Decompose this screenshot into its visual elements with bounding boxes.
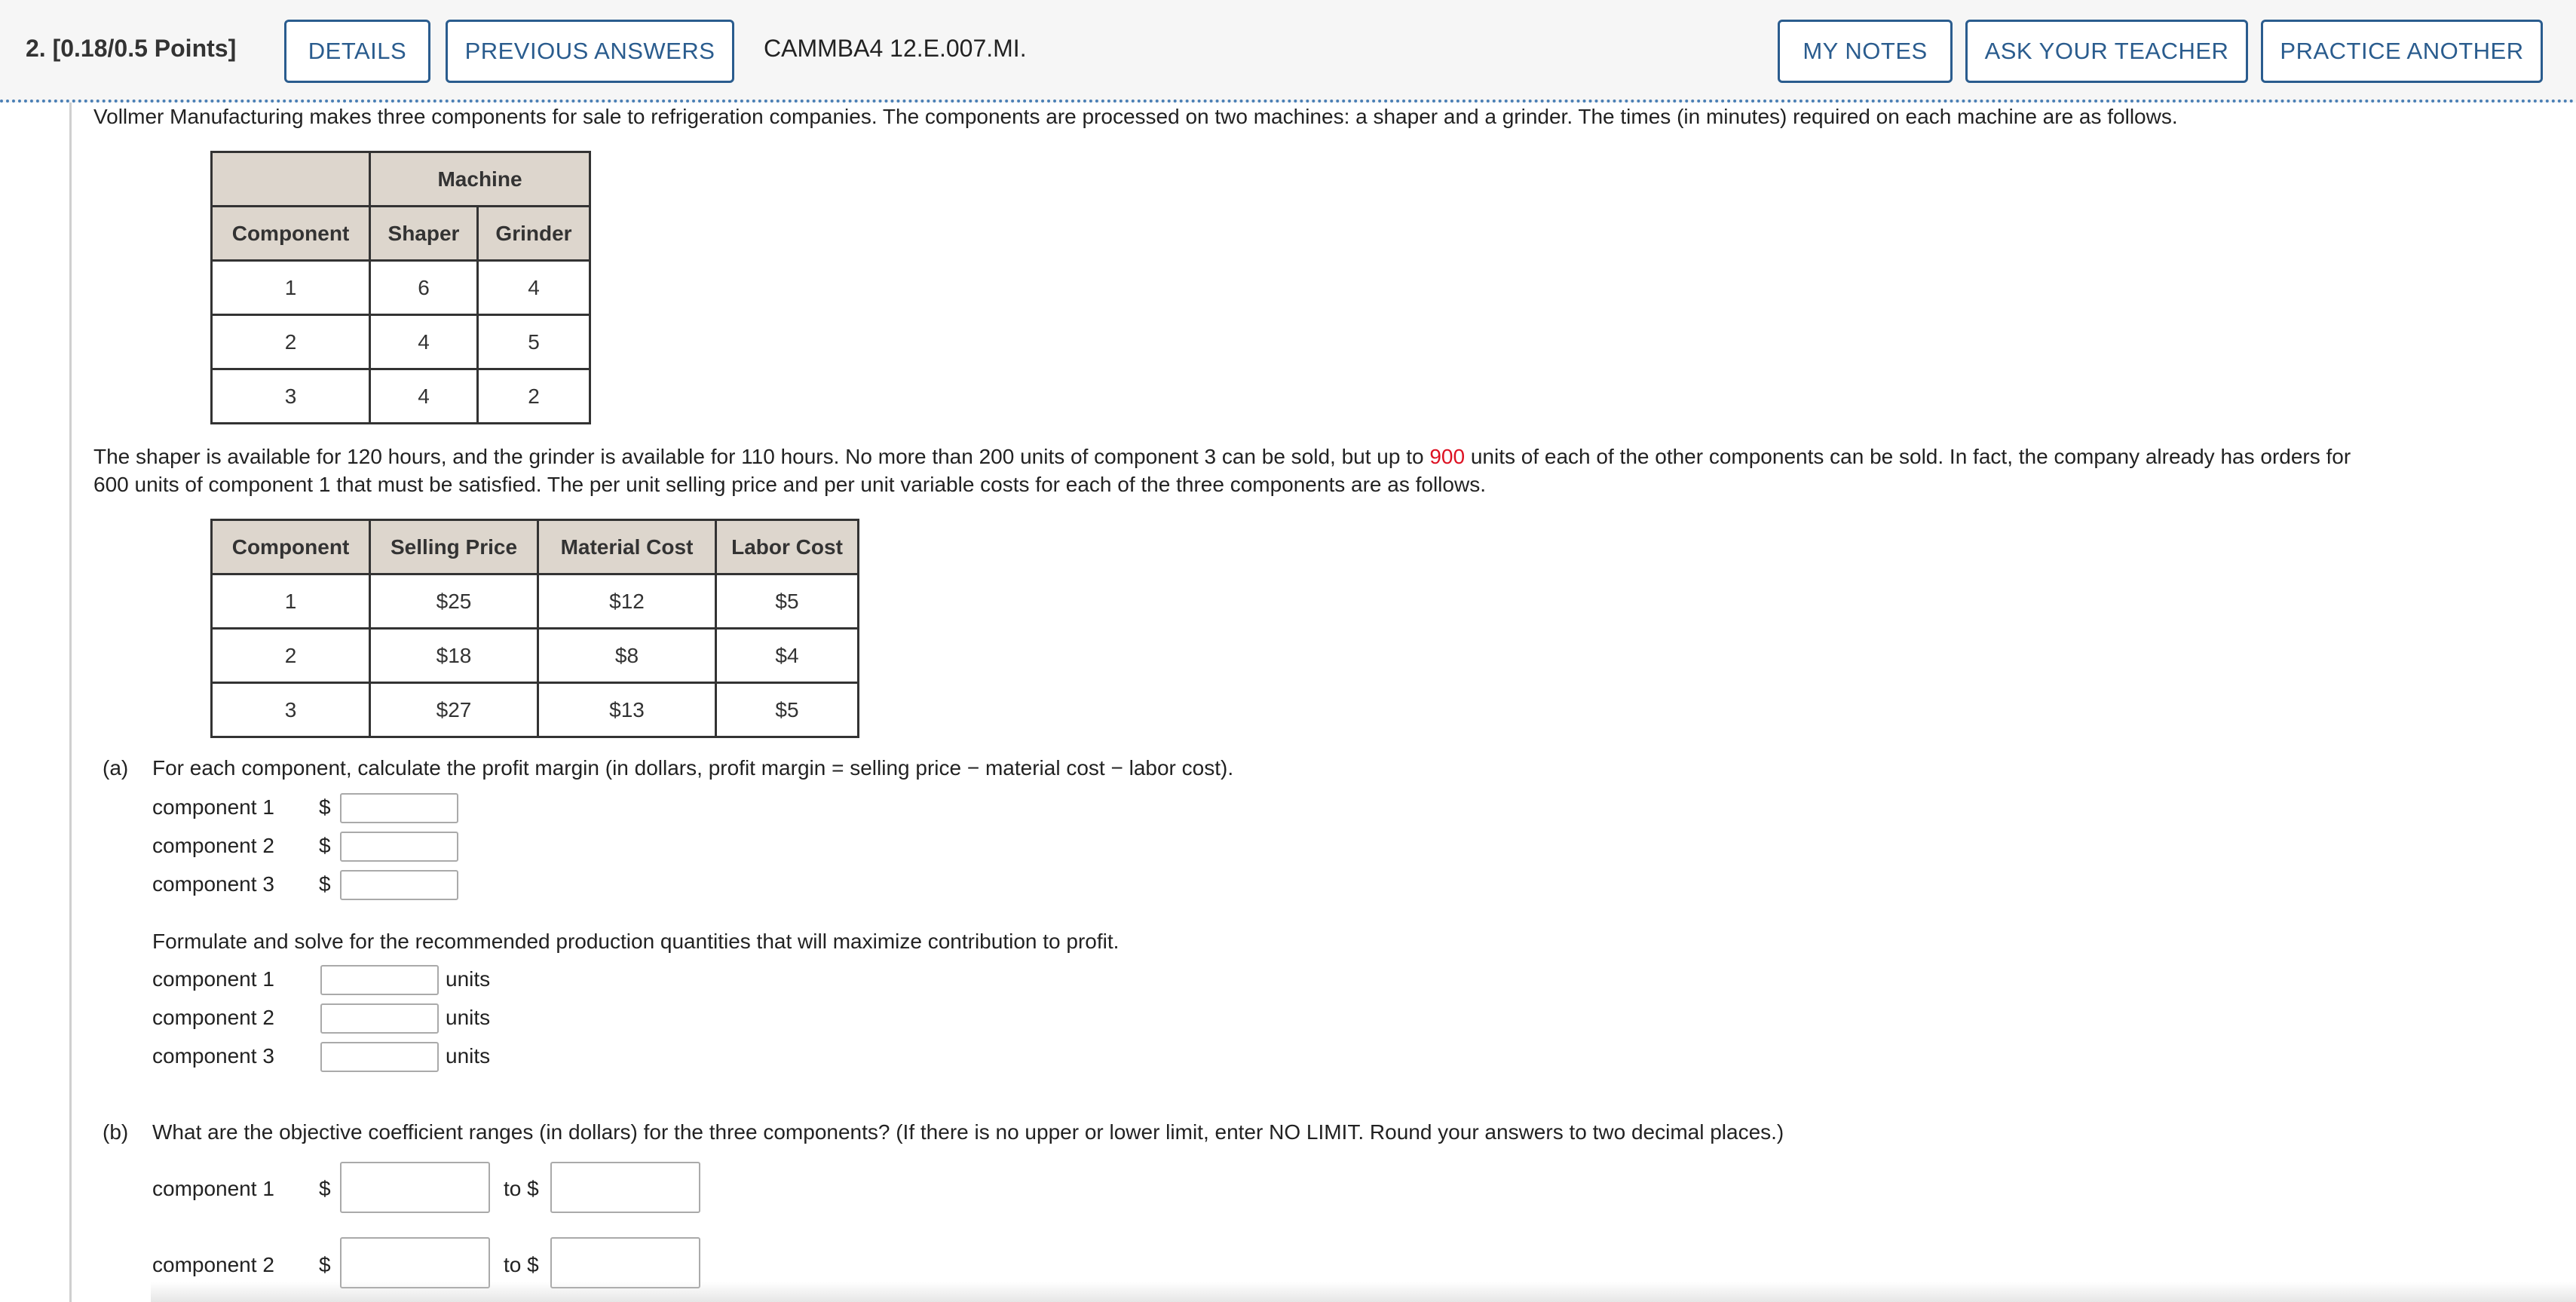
range-to-label: to $ (504, 1177, 539, 1200)
table-cell: $5 (716, 683, 859, 737)
component-2-margin-input[interactable] (340, 832, 458, 862)
range-label: component 1 (152, 1177, 274, 1200)
table-cell: 2 (212, 315, 370, 369)
column-header: Selling Price (370, 520, 538, 574)
margin-label: component 1 (152, 795, 274, 819)
units-suffix: units (446, 1006, 491, 1029)
component-2-range-upper-input[interactable] (550, 1237, 700, 1288)
column-header: Labor Cost (716, 520, 859, 574)
table-cell: $8 (538, 629, 716, 683)
table-row (212, 683, 859, 737)
bottom-shadow (151, 1282, 2576, 1302)
table-cell: 3 (212, 369, 370, 424)
dollar-prefix: $ (319, 834, 331, 857)
question-code: CAMMBA4 12.E.007.MI. (764, 35, 1027, 62)
table-cell: $4 (716, 629, 859, 683)
range-to-label: to $ (504, 1253, 539, 1276)
table-cell: 5 (478, 315, 590, 369)
units-suffix: units (446, 1044, 491, 1068)
table-cell: 1 (212, 261, 370, 315)
column-header: Material Cost (538, 520, 716, 574)
table-cell: 2 (478, 369, 590, 424)
column-header: Component (212, 207, 370, 261)
table-row (212, 574, 859, 629)
component-1-quantity-input[interactable] (320, 965, 439, 995)
part-b-letter: (b) (103, 1120, 129, 1144)
margin-label: component 3 (152, 872, 274, 896)
table-row (212, 629, 859, 683)
table-cell: $5 (716, 574, 859, 629)
table-cell: $13 (538, 683, 716, 737)
quantity-label: component 3 (152, 1044, 274, 1068)
practice-another-button[interactable]: PRACTICE ANOTHER (2261, 20, 2543, 83)
table-cell: 6 (370, 261, 478, 315)
component-3-quantity-input[interactable] (320, 1042, 439, 1072)
table-row (212, 369, 590, 424)
machine-group-header: Machine (370, 152, 590, 207)
table-cell: 2 (212, 629, 370, 683)
range-label: component 2 (152, 1253, 274, 1276)
content-left-border (69, 103, 72, 1302)
highlighted-value: 900 (1429, 445, 1466, 468)
table-cell: $27 (370, 683, 538, 737)
table-row (212, 261, 590, 315)
component-1-margin-input[interactable] (340, 793, 458, 823)
table-cell: 4 (478, 261, 590, 315)
intro-paragraph: Vollmer Manufacturing makes three components for sale to refrigeration companies. The components are processed on two machines: a shaper and a grinder. The times (in minutes) required on each machine are as follows. (93, 105, 2178, 128)
availability-paragraph (93, 443, 2536, 498)
column-header: Shaper (370, 207, 478, 261)
availability-text-end: units of each of the other components can be sold. In fact, the company already has orders for (1465, 445, 2351, 468)
table-corner-cell (212, 152, 370, 207)
part-b-question: What are the objective coefficient ranges (in dollars) for the three components? (If there is no upper or lower limit, enter NO LIMIT. Round your answers to two decimal places.) (152, 1120, 1784, 1144)
column-header: Grinder (478, 207, 590, 261)
formulate-instructions: Formulate and solve for the recommended production quantities that will maximize contribution to profit. (152, 930, 1120, 953)
part-a-question: For each component, calculate the profit margin (in dollars, profit margin = selling price − material cost − labor cost). (152, 756, 1234, 780)
dollar-prefix: $ (319, 1177, 331, 1200)
availability-text-start: The shaper is available for 120 hours, and the grinder is available for 110 hours. No more than 200 units of component 3 can be sold, but up to (93, 445, 1430, 468)
table-row (212, 315, 590, 369)
dollar-prefix: $ (319, 795, 331, 819)
previous-answers-button[interactable]: PREVIOUS ANSWERS (446, 20, 734, 83)
table-cell: $18 (370, 629, 538, 683)
quantity-label: component 1 (152, 967, 274, 991)
availability-text-line2: 600 units of component 1 that must be satisfied. The per unit selling price and per unit variable costs for each of the three components are as follows. (93, 473, 1486, 496)
ask-your-teacher-button[interactable]: ASK YOUR TEACHER (1965, 20, 2248, 83)
table-cell: 3 (212, 683, 370, 737)
component-1-range-lower-input[interactable] (340, 1162, 490, 1213)
component-3-margin-input[interactable] (340, 870, 458, 900)
details-button[interactable]: DETAILS (284, 20, 430, 83)
quantity-label: component 2 (152, 1006, 274, 1029)
dollar-prefix: $ (319, 1253, 331, 1276)
machine-times-table (210, 151, 591, 424)
table-cell: 4 (370, 315, 478, 369)
component-2-quantity-input[interactable] (320, 1003, 439, 1034)
table-cell: 4 (370, 369, 478, 424)
dollar-prefix: $ (319, 872, 331, 896)
column-header: Component (212, 520, 370, 574)
table-cell: $25 (370, 574, 538, 629)
table-cell: 1 (212, 574, 370, 629)
margin-label: component 2 (152, 834, 274, 857)
part-a-letter: (a) (103, 756, 129, 780)
component-1-range-upper-input[interactable] (550, 1162, 700, 1213)
my-notes-button[interactable]: MY NOTES (1778, 20, 1953, 83)
price-cost-table (210, 519, 859, 738)
units-suffix: units (446, 967, 491, 991)
question-points-label: 2. [0.18/0.5 Points] (26, 35, 237, 62)
component-2-range-lower-input[interactable] (340, 1237, 490, 1288)
table-cell: $12 (538, 574, 716, 629)
question-header (0, 0, 2576, 103)
